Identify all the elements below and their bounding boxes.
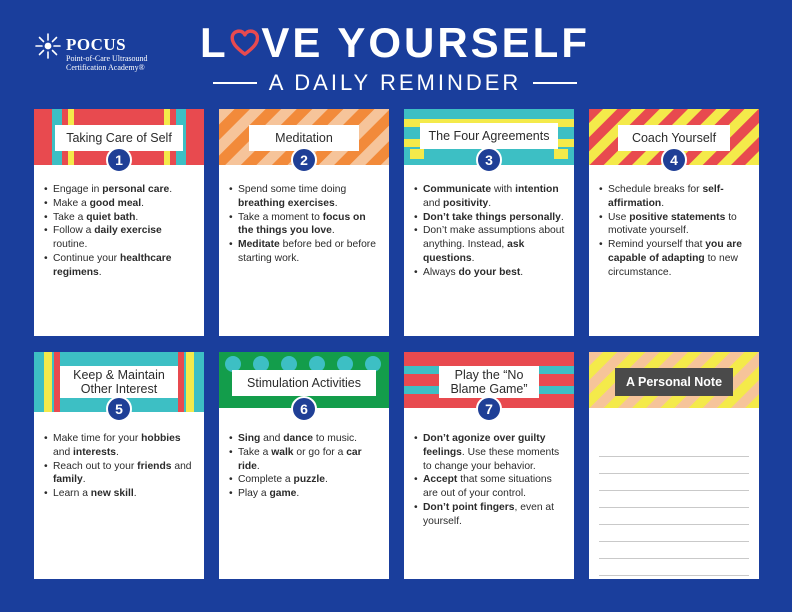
note-line [599, 491, 749, 508]
bold-text: car ride [238, 446, 362, 472]
text: and [53, 446, 74, 458]
card-meditation [219, 109, 389, 336]
bold-text: ask questions [423, 239, 525, 264]
list-item [599, 238, 751, 279]
bold-text: Don’t point fingers [423, 501, 515, 513]
text: and [171, 460, 192, 472]
bold-text: Don’t take things personally [423, 211, 561, 223]
logo-name: POCUS [66, 35, 127, 54]
bold-text: good meal [89, 197, 142, 209]
card-list [599, 183, 751, 280]
pocus-logo [34, 32, 184, 72]
text: Schedule breaks for [608, 184, 703, 195]
list-item [599, 183, 751, 211]
list-item [229, 183, 381, 211]
card-list [414, 432, 566, 529]
text: Take a moment to [238, 211, 323, 223]
list-item [44, 183, 196, 197]
text: and [260, 433, 284, 444]
bold-text: you are capable of adapting [608, 239, 742, 264]
text: . [334, 197, 338, 209]
text: Play a [238, 488, 270, 500]
sunburst-logo-icon [34, 32, 62, 60]
page-title [200, 20, 590, 66]
divider [213, 82, 257, 84]
text: to motivate yourself. [608, 211, 737, 237]
bold-text: dance [283, 433, 313, 444]
card-label: Taking Care of Self [55, 125, 183, 151]
list-item [414, 211, 566, 225]
card-number-badge: 3 [476, 147, 502, 173]
card-no-blame-game [404, 352, 574, 579]
list-item [414, 266, 566, 280]
text: . [169, 184, 173, 195]
text: Learn a [53, 488, 91, 500]
text: Remind yourself that [608, 239, 706, 251]
list-item [414, 473, 566, 501]
list-item [44, 252, 196, 280]
list-item [229, 432, 381, 446]
note-line [599, 440, 749, 457]
list-item [44, 432, 196, 460]
list-item [44, 487, 196, 501]
card-stimulation-activities [219, 352, 389, 579]
bold-text: Don’t agonize over guilty feelings [423, 433, 546, 458]
text: . [325, 474, 328, 486]
bold-text: focus on the things you love [238, 211, 366, 237]
text: Make time for your [53, 433, 142, 444]
card-coach-yourself [589, 109, 759, 336]
text: . [115, 446, 119, 458]
card-number-badge: 4 [661, 147, 687, 173]
list-item [229, 473, 381, 487]
note-line [599, 542, 749, 559]
text: . [560, 211, 564, 223]
text: Spend some time doing [238, 184, 347, 195]
bold-text: Meditate [238, 239, 280, 251]
text: Continue your [53, 252, 120, 264]
card-label: Stimulation Activities [232, 370, 376, 396]
text: Use [608, 211, 630, 223]
bold-text: Accept [423, 474, 458, 486]
card-label: Play the “No Blame Game” [439, 366, 539, 398]
text: . [133, 488, 137, 500]
bold-text: personal care [102, 184, 170, 195]
card-number-badge: 1 [106, 147, 132, 173]
card-keep-maintain-interest [34, 352, 204, 579]
text: . [488, 197, 492, 209]
card-list [44, 432, 196, 501]
bold-text: daily exercise [94, 225, 162, 237]
card-personal-note [589, 352, 759, 579]
text: with [491, 184, 516, 195]
list-item [414, 183, 566, 211]
text: Take a [238, 446, 272, 458]
bold-text: puzzle [293, 474, 325, 486]
list-item [229, 446, 381, 474]
text: Follow a [53, 225, 95, 237]
text: . [256, 460, 260, 472]
text: and [423, 197, 444, 209]
card-list [414, 183, 566, 280]
title-pre: L [200, 19, 229, 66]
bold-text: do your best [458, 266, 521, 278]
text: . [661, 197, 665, 209]
bold-text: walk [271, 446, 294, 458]
text: Make a [53, 197, 90, 209]
text: . [331, 225, 335, 237]
bold-text: positive statements [629, 211, 726, 223]
text: . [296, 488, 300, 500]
card-label: Keep & Maintain Other Interest [60, 366, 178, 398]
note-line [599, 457, 749, 474]
note-line [599, 474, 749, 491]
text: . [135, 211, 139, 223]
card-list [44, 183, 196, 280]
bold-text: quiet bath [86, 211, 136, 223]
text: Complete a [238, 474, 294, 486]
card-number-badge: 5 [106, 396, 132, 422]
list-item [229, 487, 381, 501]
text: . [82, 474, 86, 486]
page-subtitle: A DAILY REMINDER [268, 70, 522, 95]
text: Don’t make assumptions about anything. Instead, [423, 225, 565, 251]
card-label: Meditation [249, 125, 359, 151]
card-list [229, 432, 381, 501]
heart-icon [230, 25, 260, 61]
text: routine. [53, 239, 88, 251]
card-four-agreements [404, 109, 574, 336]
list-item [44, 197, 196, 211]
text: . [471, 252, 475, 264]
note-line [599, 525, 749, 542]
subtitle-row [200, 70, 590, 96]
bold-text: friends [137, 460, 172, 472]
note-line [599, 576, 749, 579]
bold-text: interests [73, 446, 116, 458]
list-item [414, 501, 566, 529]
page-header [200, 20, 590, 96]
bold-text: game [269, 488, 297, 500]
card-label: The Four Agreements [420, 123, 558, 149]
text: Engage in [53, 184, 103, 195]
card-list [229, 183, 381, 266]
text: Always [423, 266, 459, 278]
bold-text: hobbies [141, 433, 181, 444]
note-label: A Personal Note [615, 368, 733, 396]
bold-text: breathing exercises [238, 197, 335, 209]
logo-subtitle: Point-of-Care Ultrasound Certification Academy® [66, 54, 148, 72]
divider [533, 82, 577, 84]
card-number-badge: 6 [291, 396, 317, 422]
text: . Use these moments to change your behavior. [423, 446, 560, 472]
list-item [414, 432, 566, 473]
note-writing-lines [599, 440, 749, 579]
card-number-badge: 7 [476, 396, 502, 422]
bold-text: self-affirmation [608, 184, 724, 209]
bold-text: healthcare regimens [53, 252, 172, 278]
text: , even at yourself. [423, 501, 555, 527]
text: that some situations are out of your control. [423, 474, 552, 500]
bold-text: positivity [443, 197, 489, 209]
list-item [44, 224, 196, 252]
text: to new circumstance. [608, 252, 738, 278]
note-line [599, 508, 749, 525]
card-label: Coach Yourself [618, 125, 730, 151]
text: before bed or before starting work. [238, 239, 376, 264]
text: to music. [312, 433, 358, 444]
note-line [599, 559, 749, 576]
list-item [229, 238, 381, 266]
text: or go for a [293, 446, 347, 458]
card-taking-care-of-self [34, 109, 204, 336]
bold-text: Sing [238, 433, 261, 444]
list-item [44, 460, 196, 488]
list-item [599, 211, 751, 239]
list-item [414, 224, 566, 265]
list-item [229, 211, 381, 239]
title-post: VE YOURSELF [261, 19, 590, 66]
bold-text: family [53, 474, 83, 486]
text: . [141, 197, 145, 209]
text: . [520, 266, 524, 278]
bold-text: intention [515, 184, 559, 195]
text: Take a [53, 211, 87, 223]
bold-text: new skill [90, 488, 134, 500]
text: . [98, 266, 102, 278]
bold-text: Communicate [423, 184, 492, 195]
card-number-badge: 2 [291, 147, 317, 173]
list-item [44, 211, 196, 225]
text: Reach out to your [53, 460, 138, 472]
